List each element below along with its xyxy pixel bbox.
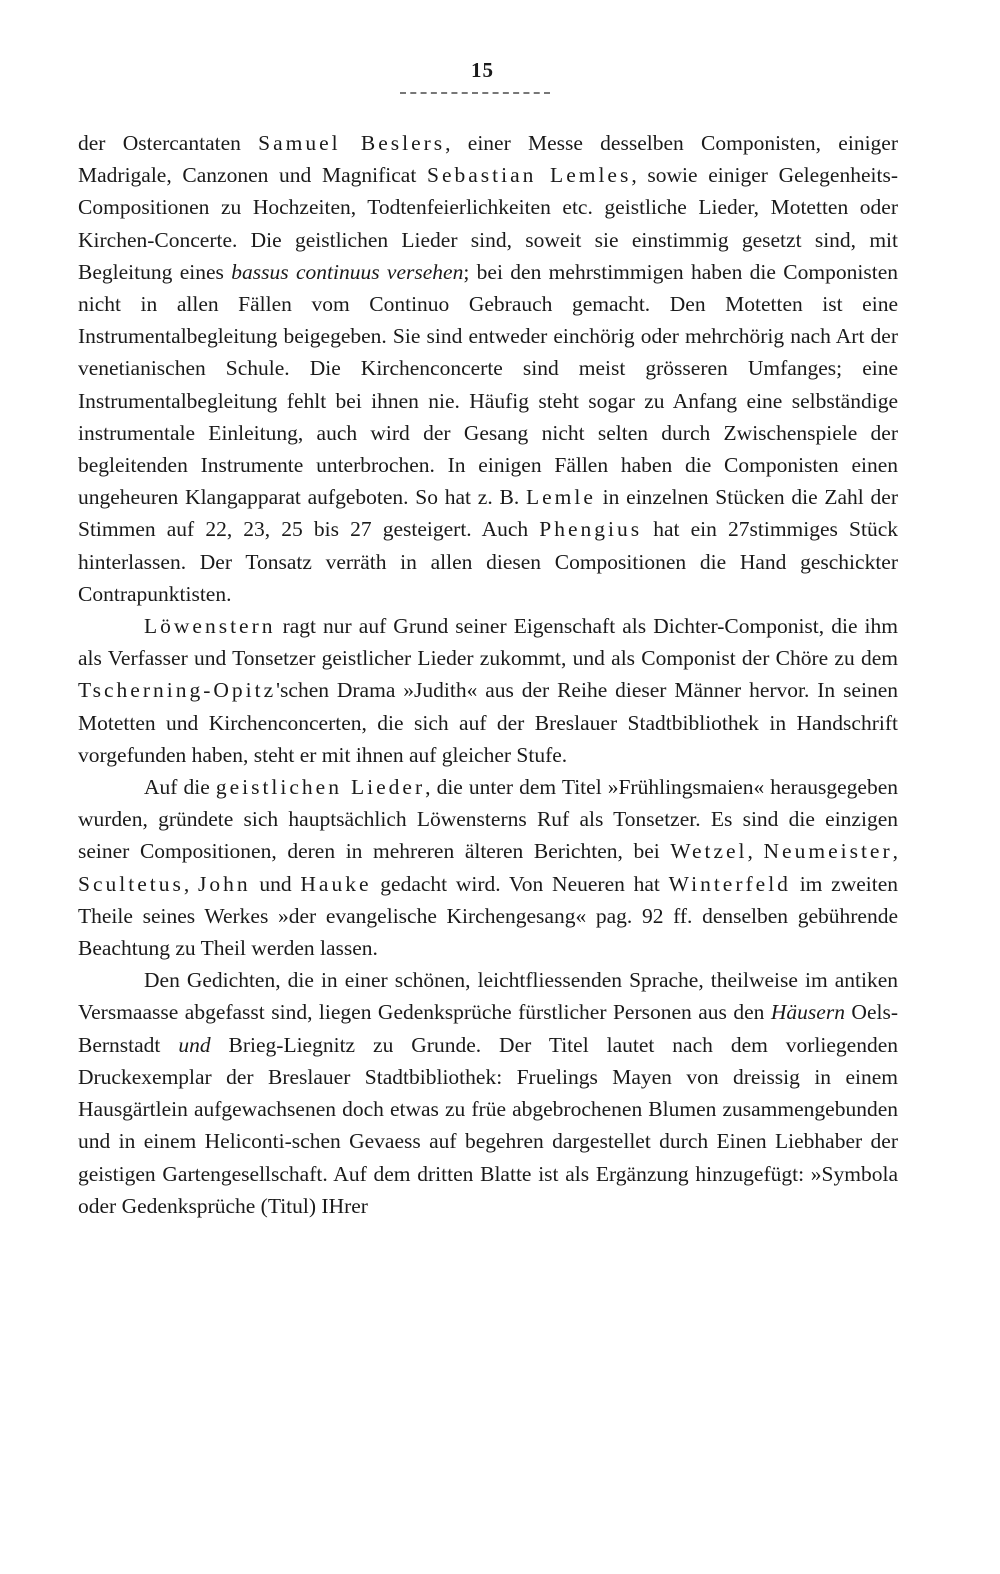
spaced-name: Löwenstern [144, 614, 276, 639]
paragraph [78, 964, 898, 1222]
spaced-name: Neumeister [763, 839, 893, 864]
text-run: in einzelnen Stücken die Zahl der Stimmen auf 22, 23, 25 bis 27 gesteigert. Auch [78, 485, 898, 542]
italic-text: bassus continuus versehen [231, 259, 464, 284]
header-rule [400, 92, 550, 94]
spaced-name: John [197, 871, 251, 896]
text-run: , [747, 839, 764, 864]
italic-text: Häusern [770, 1000, 845, 1025]
text-run: ragt nur auf Grund seiner Eigenschaft als Dichter-Componist, die ihm als Verfasser und Tonsetzer geistlicher Lieder zukommt, und als Componist der Chöre zu dem [78, 614, 898, 671]
paragraph [78, 771, 898, 964]
text-run: , die unter dem Titel »Frühlingsmaien« herausgegeben wurden, gründete sich hauptsächlich Löwensterns Ruf als Tonsetzer. Es sind die einzigen seiner Compositionen, deren in mehreren älteren Berichten, bei [78, 775, 898, 864]
spaced-name: Scultetus [78, 871, 184, 896]
text-run: , [892, 839, 899, 864]
spaced-name: Samuel Beslers [258, 131, 446, 155]
spaced-name: geistlichen Lieder [215, 775, 426, 800]
paragraph [78, 610, 898, 771]
text-run: Auf die [144, 775, 216, 800]
spaced-name: Lemle [525, 485, 596, 510]
page-number: 15 [471, 58, 494, 82]
text-run: der Ostercantaten [78, 131, 259, 155]
italic-text: und [178, 1032, 211, 1057]
text-run: Den Gedichten, die in einer schönen, leichtfliessenden Sprache, theilweise im antiken Versmaasse abgefasst sind, liegen Gedenksprüche fürstlicher Personen aus den [78, 968, 898, 1025]
spaced-name: Wetzel [670, 839, 748, 864]
body-text [78, 127, 898, 1222]
spaced-name: Winterfeld [668, 871, 791, 896]
text-run: 'schen Drama »Judith« aus der Reihe dieser Männer hervor. In seinen Motetten und Kirchenconcerten, die sich auf der Breslauer Stadtbibliothek in Handschrift vorgefunden haben, steht er mit ihnen auf gleicher Stufe. [78, 678, 898, 767]
text-run: Oels-Bernstadt [78, 1000, 898, 1057]
text-run: , [183, 871, 198, 896]
paragraph [78, 127, 898, 610]
text-run: Brieg-Liegnitz zu Grunde. Der Titel lautet nach dem vorliegenden Druckexemplar der Breslauer Stadtbibliothek: Fruelings Mayen von dreissig in einem Hausgärtlein aufgewachsenen doch etwas zu früe abgebrochenen Blumen zusammengebunden und in einem Heliconti-schen Gevaess auf begehren dargestellet durch Einen Liebhaber der geistigen Gartengesellschaft. Auf dem dritten Blatte ist als Ergänzung hinzugefügt: »Symbola oder Gedenksprüche (Titul) IHrer [78, 1032, 899, 1218]
text-run: hat ein 27stimmiges Stück hinterlassen. Der Tonsatz verräth in allen diesen Compositionen die Hand geschickter Contrapunktisten. [78, 517, 898, 606]
text-run: , sowie einiger Gelegenheits-Compositionen zu Hochzeiten, Todtenfeierlichkeiten etc. geistliche Lieder, Motetten oder Kirchen-Concerte. Die geistlichen Lieder sind, soweit sie einstimmig gesetzt sind, mit Begleitung eines [78, 163, 898, 284]
text-run: im zweiten Theile seines Werkes »der evangelische Kirchengesang« pag. 92 ff. denselben gebührende Beachtung zu Theil werden lassen. [78, 871, 899, 961]
text-run: gedacht wird. Von Neueren hat [371, 871, 669, 896]
spaced-name: Hauke [300, 871, 372, 896]
spaced-name: Phengius [539, 517, 643, 542]
spaced-name: Sebastian Lemles [426, 163, 632, 188]
spaced-name: Tscherning-Opitz [78, 678, 277, 703]
text-run: , einer Messe desselben Componisten, einiger Madrigale, Canzonen und Magnificat [78, 131, 898, 188]
text-run: und [250, 871, 301, 896]
text-run: ; bei den mehrstimmigen haben die Componisten nicht in allen Fällen vom Continuo Gebrauch gemacht. Den Motetten ist eine Instrumentalbegleitung beigegeben. Sie sind entweder einchörig oder mehrchörig nach Art der venetianischen Schule. Die Kirchenconcerte sind meist grösseren Umfanges; eine Instrumentalbegleitung fehlt bei ihnen nie. Häufig steht sogar zu Anfang eine selbständige instrumentale Einleitung, auch wird der Gesang nicht selten durch Zwischenspiele der begleitenden Instrumente unterbrochen. In einigen Fällen haben die Componisten einen ungeheuren Klangapparat aufgeboten. So hat z. B. [78, 259, 898, 510]
